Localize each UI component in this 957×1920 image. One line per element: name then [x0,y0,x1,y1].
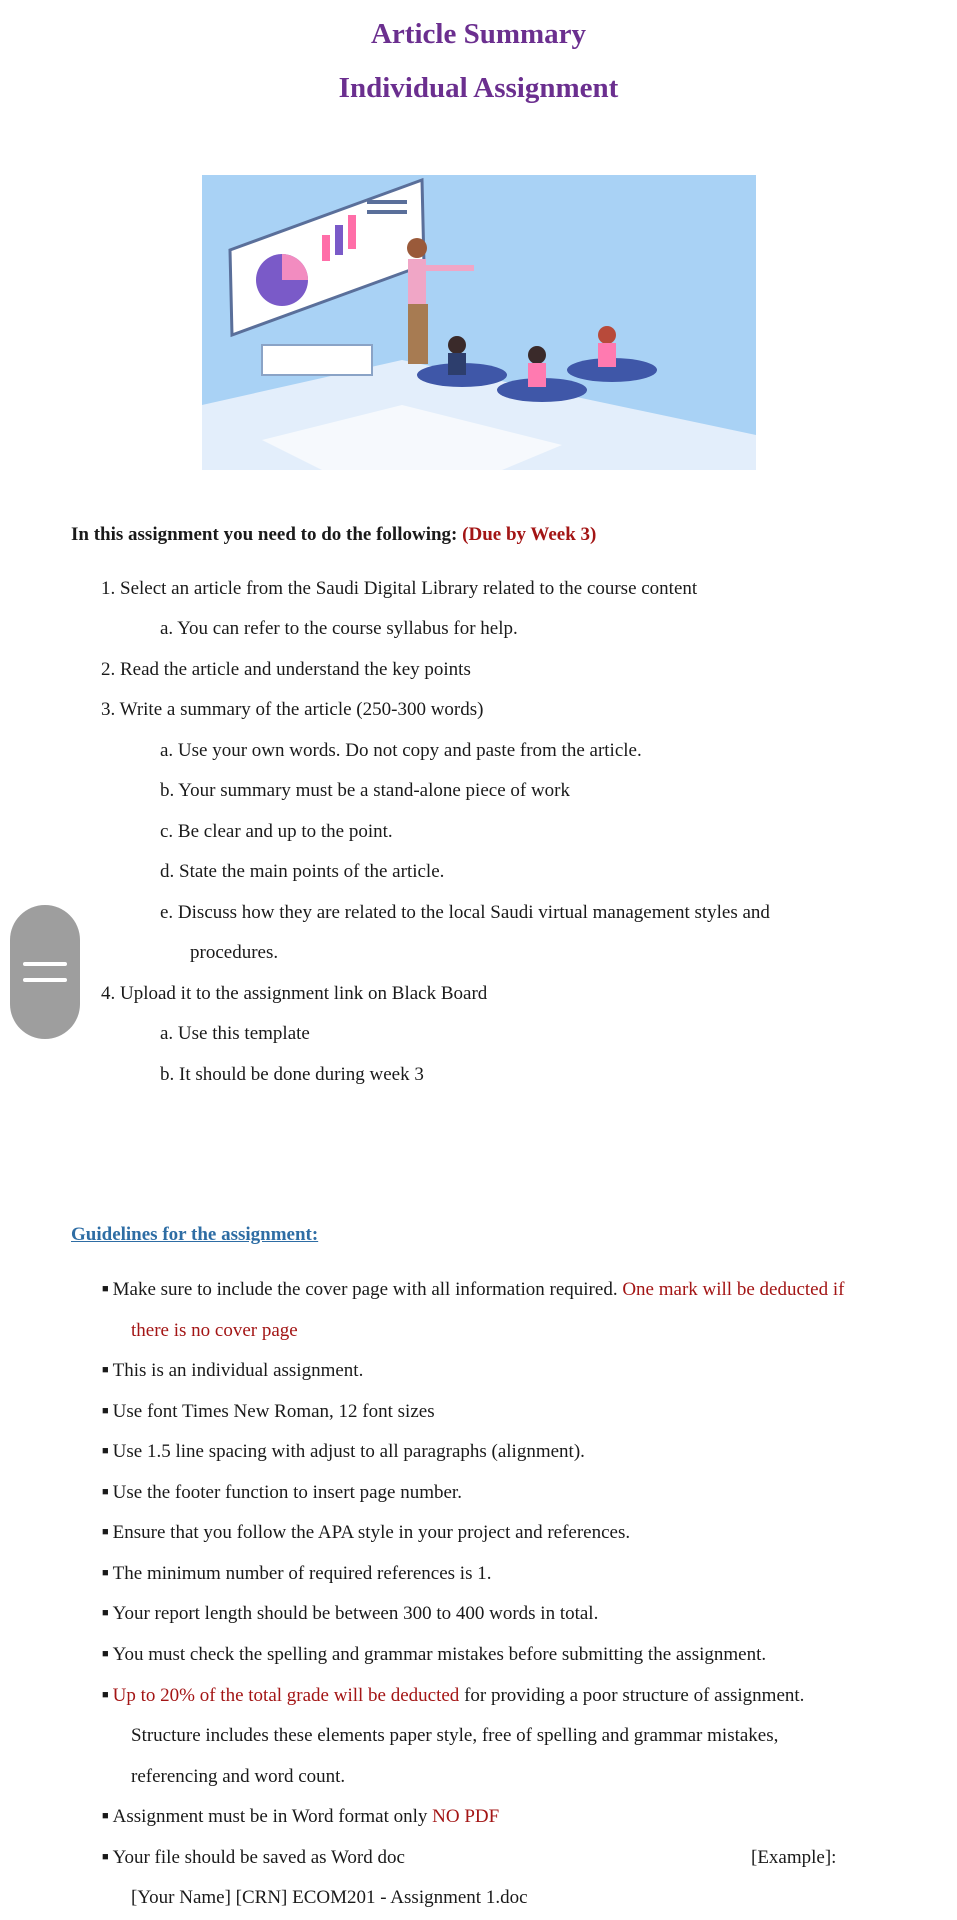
guideline-apa: ■ Ensure that you follow the APA style in your project and references. [102,1522,631,1543]
step-3b: b. Your summary must be a stand-alone piece of work [160,780,571,801]
guideline-word-format-text: Assignment must be in Word format only [112,1806,433,1827]
classroom-presentation-illustration [202,175,756,470]
step-3: 3. Write a summary of the article (250-300 words) [101,699,484,720]
step-4: 4. Upload it to the assignment link on Black Board [101,983,488,1004]
guideline-spacing: ■ Use 1.5 line spacing with adjust to all paragraphs (alignment). [102,1441,585,1462]
guideline-file-name: ■ Your file should be saved as Word doc [102,1847,405,1868]
step-3e: e. Discuss how they are related to the local Saudi virtual management styles and [160,902,770,923]
guideline-references: ■ The minimum number of required references is 1. [102,1563,492,1584]
step-3a: a. Use your own words. Do not copy and paste from the article. [160,740,642,761]
guideline-footer: ■ Use the footer function to insert page number. [102,1482,462,1503]
guideline-individual-text: This is an individual assignment. [112,1360,364,1381]
guideline-file-name-text: Your file should be saved as Word doc [112,1847,405,1868]
guideline-spacing-text: Use 1.5 line spacing with adjust to all paragraphs (alignment). [112,1441,585,1462]
assignment-intro [71,524,596,546]
guideline-no-pdf: NO PDF [432,1806,500,1827]
guideline-cover-penalty: One mark will be deducted if [622,1279,845,1300]
guideline-file-name-example: [Your Name] [CRN] ECOM201 - Assignment 1.doc [131,1887,528,1908]
guideline-footer-text: Use the footer function to insert page number. [112,1482,462,1503]
guideline-structure-cont-1: Structure includes these elements paper style, free of spelling and grammar mistakes, [131,1725,779,1746]
grip-line-icon [23,978,67,982]
guideline-structure-cont-2: referencing and word count. [131,1766,346,1787]
guideline-font: ■ Use font Times New Roman, 12 font sizes [102,1401,435,1422]
guideline-spelling-text: You must check the spelling and grammar mistakes before submitting the assignment. [112,1644,767,1665]
step-4b: b. It should be done during week 3 [160,1064,424,1085]
step-3e-cont: procedures. [190,942,279,963]
step-3c: c. Be clear and up to the point. [160,821,393,842]
guideline-cover-page: ■ Make sure to include the cover page with all information required. One mark will be deducted if [102,1279,845,1300]
guideline-individual: ■ This is an individual assignment. [102,1360,364,1381]
document-subtitle: Individual Assignment [338,72,619,104]
step-2: 2. Read the article and understand the key points [101,659,471,680]
guideline-apa-text: Ensure that you follow the APA style in your project and references. [112,1522,631,1543]
guideline-references-text: The minimum number of required references is 1. [112,1563,492,1584]
step-3d: d. State the main points of the article. [160,861,445,882]
guidelines-heading: Guidelines for the assignment: [71,1224,319,1245]
guideline-cover-penalty-cont: there is no cover page [131,1320,298,1341]
due-date: (Due by Week 3) [462,524,597,545]
step-1a: a. You can refer to the course syllabus for help. [160,618,518,639]
guideline-cover-text: Make sure to include the cover page with all information required. [112,1279,623,1300]
guideline-font-text: Use font Times New Roman, 12 font sizes [112,1401,435,1422]
grip-line-icon [23,962,67,966]
guideline-structure-penalty: Up to 20% of the total grade will be deducted [112,1685,460,1706]
guideline-length: ■ Your report length should be between 300 to 400 words in total. [102,1603,599,1624]
guideline-word-format: ■ Assignment must be in Word format only NO PDF [102,1806,500,1827]
intro-text: In this assignment you need to do the following: [71,524,463,545]
scroll-handle[interactable] [10,905,80,1039]
document-title: Article Summary [370,18,587,50]
step-1: 1. Select an article from the Saudi Digital Library related to the course content [101,578,698,599]
guideline-length-text: Your report length should be between 300 to 400 words in total. [112,1603,599,1624]
guideline-structure: ■ Up to 20% of the total grade will be deducted for providing a poor structure of assignment. [102,1685,805,1706]
step-4a: a. Use this template [160,1023,310,1044]
guideline-example-label: [Example]: [751,1847,837,1868]
guideline-spelling: ■ You must check the spelling and grammar mistakes before submitting the assignment. [102,1644,767,1665]
guideline-structure-text: for providing a poor structure of assignment. [459,1685,805,1706]
